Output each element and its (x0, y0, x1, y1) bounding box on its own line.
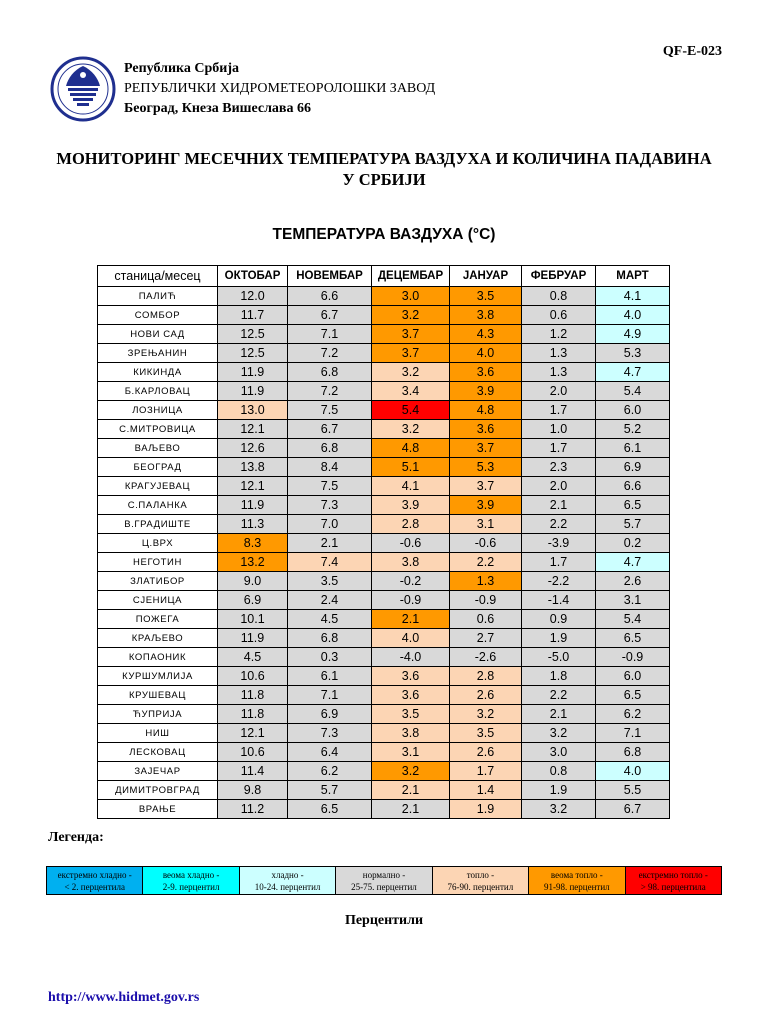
temperature-cell: 6.8 (288, 439, 372, 458)
month-header: ЈАНУАР (450, 266, 522, 287)
legend-item-cold (240, 867, 336, 894)
temperature-cell: 1.3 (522, 344, 596, 363)
month-header: ФЕБРУАР (522, 266, 596, 287)
legend-item-category: хладно - (271, 870, 304, 880)
temperature-cell: 3.5 (288, 572, 372, 591)
table-row (98, 610, 670, 629)
temperature-cell: 7.5 (288, 401, 372, 420)
temperature-cell: 4.9 (596, 325, 670, 344)
temperature-cell: 0.3 (288, 648, 372, 667)
temperature-cell: 12.1 (218, 724, 288, 743)
station-name-cell: ЗРЕЊАНИН (98, 344, 218, 363)
table-subtitle: ТЕМПЕРАТУРА ВАЗДУХА (°C) (272, 226, 496, 243)
table-row (98, 382, 670, 401)
temperature-cell: 6.5 (288, 800, 372, 819)
temperature-cell: 3.6 (450, 363, 522, 382)
temperature-cell: -0.9 (596, 648, 670, 667)
temperature-cell: 3.9 (450, 496, 522, 515)
temperature-cell: 2.8 (372, 515, 450, 534)
temperature-cell: 8.3 (218, 534, 288, 553)
temperature-cell: 13.8 (218, 458, 288, 477)
temperature-cell: 11.8 (218, 705, 288, 724)
legend-item-category: топло - (466, 870, 495, 880)
table-row (98, 553, 670, 572)
temperature-cell: 1.0 (522, 420, 596, 439)
legend-item-range: 91-98. перцентил (543, 882, 610, 892)
temperature-cell: 3.8 (372, 553, 450, 572)
temperature-cell: 10.6 (218, 667, 288, 686)
temperature-cell: 3.6 (372, 686, 450, 705)
temperature-cell: 6.8 (288, 363, 372, 382)
temperature-cell: 2.0 (522, 477, 596, 496)
temperature-cell: 3.2 (450, 705, 522, 724)
table-row (98, 743, 670, 762)
station-name-cell: В.ГРАДИШТЕ (98, 515, 218, 534)
temperature-cell: 6.1 (596, 439, 670, 458)
temperature-cell: 1.7 (522, 553, 596, 572)
table-body (98, 287, 670, 819)
station-name-cell: ЗЛАТИБОР (98, 572, 218, 591)
table-row (98, 534, 670, 553)
legend-item-category: веома топло - (550, 870, 603, 880)
temperature-cell: 3.2 (372, 306, 450, 325)
legend-item-normal (336, 867, 432, 894)
temperature-cell: 3.6 (372, 667, 450, 686)
temperature-cell: 2.6 (450, 686, 522, 705)
table-row (98, 496, 670, 515)
table-row (98, 344, 670, 363)
temperature-cell: 4.0 (450, 344, 522, 363)
station-name-cell: КРАЉЕВО (98, 629, 218, 648)
station-name-cell: КУРШУМЛИЈА (98, 667, 218, 686)
legend-item-category: екстремно хладно - (57, 870, 132, 880)
station-name-cell: Ц.ВРХ (98, 534, 218, 553)
station-name-cell: КОПАОНИК (98, 648, 218, 667)
temperature-cell: 5.4 (596, 610, 670, 629)
temperature-cell: 1.2 (522, 325, 596, 344)
temperature-cell: 3.0 (372, 287, 450, 306)
month-header: МАРТ (596, 266, 670, 287)
station-name-cell: КРАГУЈЕВАЦ (98, 477, 218, 496)
temperature-cell: 8.4 (288, 458, 372, 477)
temperature-cell: 3.5 (450, 287, 522, 306)
temperature-cell: 11.9 (218, 629, 288, 648)
legend-item-range: < 2. перцентила (64, 882, 125, 892)
temperature-cell: 3.2 (372, 420, 450, 439)
temperature-cell: 7.1 (288, 686, 372, 705)
temperature-cell: 5.7 (596, 515, 670, 534)
month-header: ДЕЦЕМБАР (372, 266, 450, 287)
temperature-cell: 6.7 (288, 306, 372, 325)
legend-item-category: веома хладно - (162, 870, 220, 880)
legend-item-range: 2-9. перцентил (162, 882, 220, 892)
table-row (98, 363, 670, 382)
station-name-cell: ПАЛИЋ (98, 287, 218, 306)
temperature-cell: 2.1 (372, 610, 450, 629)
table-row (98, 591, 670, 610)
legend-item-category: екстремно топло - (638, 870, 708, 880)
table-row (98, 325, 670, 344)
temperature-cell: 11.8 (218, 686, 288, 705)
temperature-cell: 1.7 (450, 762, 522, 781)
temperature-cell: 2.1 (522, 496, 596, 515)
table-row (98, 439, 670, 458)
temperature-cell: 3.7 (450, 439, 522, 458)
temperature-cell: 7.1 (288, 325, 372, 344)
table-row (98, 401, 670, 420)
station-name-cell: ПОЖЕГА (98, 610, 218, 629)
station-name-cell: ЛОЗНИЦА (98, 401, 218, 420)
temperature-cell: 1.7 (522, 439, 596, 458)
temperature-cell: 11.9 (218, 382, 288, 401)
temperature-cell: -0.6 (450, 534, 522, 553)
temperature-cell: 11.9 (218, 363, 288, 382)
temperature-cell: 3.8 (372, 724, 450, 743)
temperature-cell: 3.2 (372, 762, 450, 781)
table-row (98, 648, 670, 667)
table-row (98, 477, 670, 496)
temperature-cell: 0.6 (522, 306, 596, 325)
temperature-cell: 12.1 (218, 420, 288, 439)
station-name-cell: С.ПАЛАНКА (98, 496, 218, 515)
temperature-cell: 1.9 (522, 629, 596, 648)
footer-link[interactable]: http://www.hidmet.gov.rs (48, 990, 200, 1005)
temperature-cell: 2.2 (522, 686, 596, 705)
temperature-cell: 2.6 (596, 572, 670, 591)
temperature-cell: 5.2 (596, 420, 670, 439)
temperature-cell: 7.3 (288, 724, 372, 743)
temperature-cell: 5.5 (596, 781, 670, 800)
legend-item-very-warm (529, 867, 625, 894)
table-row (98, 458, 670, 477)
temperature-cell: 11.2 (218, 800, 288, 819)
temperature-cell: 6.2 (288, 762, 372, 781)
station-name-cell: СЈЕНИЦА (98, 591, 218, 610)
temperature-cell: 6.9 (288, 705, 372, 724)
legend-item-category: нормално - (362, 870, 406, 880)
temperature-cell: 6.0 (596, 401, 670, 420)
temperature-cell: 3.0 (522, 743, 596, 762)
temperature-cell: 1.4 (450, 781, 522, 800)
temperature-cell: 2.2 (450, 553, 522, 572)
temperature-cell: 6.6 (596, 477, 670, 496)
temperature-cell: 1.9 (522, 781, 596, 800)
temperature-cell: 1.3 (522, 363, 596, 382)
org-address: Београд, Кнеза Вишеслава 66 (124, 101, 311, 116)
temperature-cell: 6.1 (288, 667, 372, 686)
temperature-cell: -0.6 (372, 534, 450, 553)
temperature-cell: 3.2 (522, 724, 596, 743)
temperature-cell: 7.1 (596, 724, 670, 743)
temperature-cell: 11.7 (218, 306, 288, 325)
temperature-cell: 0.2 (596, 534, 670, 553)
temperature-cell: 2.2 (522, 515, 596, 534)
temperature-cell: 9.0 (218, 572, 288, 591)
temperature-cell: 3.5 (372, 705, 450, 724)
temperature-cell: 0.8 (522, 287, 596, 306)
temperature-cell: 3.8 (450, 306, 522, 325)
legend-item-very-cold (143, 867, 239, 894)
legend (46, 866, 722, 895)
table-row (98, 629, 670, 648)
station-name-cell: ЛЕСКОВАЦ (98, 743, 218, 762)
title-line-1: МОНИТОРИНГ МЕСЕЧНИХ ТЕМПЕРАТУРА ВАЗДУХА И КОЛИЧИНА ПАДАВИНА (56, 149, 712, 168)
temperature-cell: 6.0 (596, 667, 670, 686)
temperature-cell: 3.1 (372, 743, 450, 762)
legend-item-range: 25-75. перцентил (351, 882, 417, 892)
table-row (98, 306, 670, 325)
temperature-cell: 6.9 (218, 591, 288, 610)
station-name-cell: НИШ (98, 724, 218, 743)
temperature-cell: 6.8 (288, 629, 372, 648)
temperature-cell: 3.2 (522, 800, 596, 819)
legend-item-warm (433, 867, 529, 894)
temperature-cell: 4.7 (596, 363, 670, 382)
corner-header: станица/месец (98, 266, 218, 287)
station-name-cell: ЗАЈЕЧАР (98, 762, 218, 781)
percentiles-caption: Перцентили (344, 913, 424, 928)
temperature-cell: 2.3 (522, 458, 596, 477)
temperature-cell: 3.9 (450, 382, 522, 401)
temperature-cell: 3.1 (596, 591, 670, 610)
temperature-cell: 6.6 (288, 287, 372, 306)
temperature-cell: 13.0 (218, 401, 288, 420)
station-name-cell: БЕОГРАД (98, 458, 218, 477)
legend-item-extreme-warm (626, 867, 721, 894)
temperature-cell: 0.8 (522, 762, 596, 781)
temperature-cell: 2.6 (450, 743, 522, 762)
table-row (98, 686, 670, 705)
temperature-cell: 5.4 (596, 382, 670, 401)
temperature-cell: -3.9 (522, 534, 596, 553)
legend-item-extreme-cold (47, 867, 143, 894)
temperature-cell: -4.0 (372, 648, 450, 667)
temperature-cell: 0.9 (522, 610, 596, 629)
temperature-cell: 2.1 (288, 534, 372, 553)
temperature-cell: 5.4 (372, 401, 450, 420)
temperature-cell: 4.8 (450, 401, 522, 420)
month-header: ОКТОБАР (218, 266, 288, 287)
temperature-cell: 7.5 (288, 477, 372, 496)
title-line-2: У СРБИЈИ (342, 170, 426, 189)
station-name-cell: НЕГОТИН (98, 553, 218, 572)
temperature-cell: -0.9 (372, 591, 450, 610)
org-country: Република Србија (124, 61, 240, 76)
table-row (98, 724, 670, 743)
temperature-cell: 2.8 (450, 667, 522, 686)
temperature-cell: 11.4 (218, 762, 288, 781)
temperature-cell: 3.7 (450, 477, 522, 496)
temperature-cell: 4.3 (450, 325, 522, 344)
temperature-cell: 9.8 (218, 781, 288, 800)
month-header: НОВЕМБАР (288, 266, 372, 287)
temperature-cell: -1.4 (522, 591, 596, 610)
table-header-row (98, 266, 670, 287)
table-row (98, 287, 670, 306)
temperature-cell: 4.0 (596, 762, 670, 781)
organization-block (124, 59, 435, 119)
station-name-cell: ВАЉЕВО (98, 439, 218, 458)
temperature-cell: 5.7 (288, 781, 372, 800)
temperature-cell: 11.3 (218, 515, 288, 534)
temperature-cell: 7.3 (288, 496, 372, 515)
document-code: QF-E-023 (662, 44, 722, 59)
station-name-cell: КРУШЕВАЦ (98, 686, 218, 705)
temperature-cell: 3.7 (372, 325, 450, 344)
org-name: РЕПУБЛИЧКИ ХИДРОМЕТЕОРОЛОШКИ ЗАВОД (124, 81, 436, 96)
temperature-cell: 4.0 (596, 306, 670, 325)
temperature-cell: 4.0 (372, 629, 450, 648)
station-name-cell: ЋУПРИЈА (98, 705, 218, 724)
temperature-cell: 3.7 (372, 344, 450, 363)
temperature-cell: 2.7 (450, 629, 522, 648)
temperature-cell: 4.5 (288, 610, 372, 629)
station-name-cell: ДИМИТРОВГРАД (98, 781, 218, 800)
temperature-cell: 2.1 (372, 800, 450, 819)
temperature-cell: 3.5 (450, 724, 522, 743)
temperature-cell: 3.6 (450, 420, 522, 439)
temperature-cell: 12.5 (218, 344, 288, 363)
temperature-cell: 2.1 (372, 781, 450, 800)
temperature-cell: 4.5 (218, 648, 288, 667)
station-name-cell: КИКИНДА (98, 363, 218, 382)
temperature-cell: -2.2 (522, 572, 596, 591)
temperature-cell: 5.3 (450, 458, 522, 477)
temperature-cell: 7.4 (288, 553, 372, 572)
table-row (98, 667, 670, 686)
temperature-cell: 10.6 (218, 743, 288, 762)
temperature-cell: 4.1 (596, 287, 670, 306)
temperature-cell: -2.6 (450, 648, 522, 667)
temperature-cell: 1.8 (522, 667, 596, 686)
temperature-cell: 6.2 (596, 705, 670, 724)
legend-item-range: 10-24. перцентил (254, 882, 321, 892)
station-name-cell: ВРАЊЕ (98, 800, 218, 819)
temperature-cell: 11.9 (218, 496, 288, 515)
table-row (98, 515, 670, 534)
temperature-cell: 6.5 (596, 496, 670, 515)
temperature-cell: -0.2 (372, 572, 450, 591)
table-row (98, 572, 670, 591)
temperature-cell: 6.4 (288, 743, 372, 762)
temperature-cell: 6.5 (596, 629, 670, 648)
temperature-table (97, 265, 670, 819)
table-row (98, 705, 670, 724)
temperature-cell: 1.9 (450, 800, 522, 819)
temperature-cell: 1.3 (450, 572, 522, 591)
table-row (98, 762, 670, 781)
table-row (98, 420, 670, 439)
temperature-cell: 7.2 (288, 382, 372, 401)
temperature-cell: 2.1 (522, 705, 596, 724)
temperature-cell: 5.3 (596, 344, 670, 363)
temperature-cell: 3.4 (372, 382, 450, 401)
temperature-cell: 12.0 (218, 287, 288, 306)
document-title (0, 148, 768, 190)
temperature-cell: 6.7 (596, 800, 670, 819)
temperature-cell: 7.0 (288, 515, 372, 534)
station-name-cell: Б.КАРЛОВАЦ (98, 382, 218, 401)
temperature-cell: 4.7 (596, 553, 670, 572)
temperature-cell: 0.6 (450, 610, 522, 629)
temperature-cell: -5.0 (522, 648, 596, 667)
table-row (98, 781, 670, 800)
temperature-cell: 6.7 (288, 420, 372, 439)
temperature-cell: 2.4 (288, 591, 372, 610)
temperature-cell: 6.8 (596, 743, 670, 762)
temperature-cell: -0.9 (450, 591, 522, 610)
station-name-cell: НОВИ САД (98, 325, 218, 344)
temperature-cell: 3.1 (450, 515, 522, 534)
temperature-cell: 4.8 (372, 439, 450, 458)
table-row (98, 800, 670, 819)
legend-label: Легенда: (48, 830, 104, 845)
temperature-cell: 3.9 (372, 496, 450, 515)
temperature-cell: 12.1 (218, 477, 288, 496)
station-name-cell: С.МИТРОВИЦА (98, 420, 218, 439)
temperature-cell: 12.6 (218, 439, 288, 458)
station-name-cell: СОМБОР (98, 306, 218, 325)
temperature-cell: 12.5 (218, 325, 288, 344)
legend-item-range: 76-90. перцентил (447, 882, 514, 892)
temperature-cell: 6.5 (596, 686, 670, 705)
temperature-cell: 5.1 (372, 458, 450, 477)
temperature-cell: 13.2 (218, 553, 288, 572)
temperature-cell: 4.1 (372, 477, 450, 496)
temperature-cell: 3.2 (372, 363, 450, 382)
temperature-cell: 1.7 (522, 401, 596, 420)
legend-item-range: > 98. перцентила (640, 882, 706, 892)
temperature-cell: 10.1 (218, 610, 288, 629)
rhmz-logo (50, 56, 116, 122)
temperature-cell: 6.9 (596, 458, 670, 477)
temperature-cell: 2.0 (522, 382, 596, 401)
temperature-cell: 7.2 (288, 344, 372, 363)
